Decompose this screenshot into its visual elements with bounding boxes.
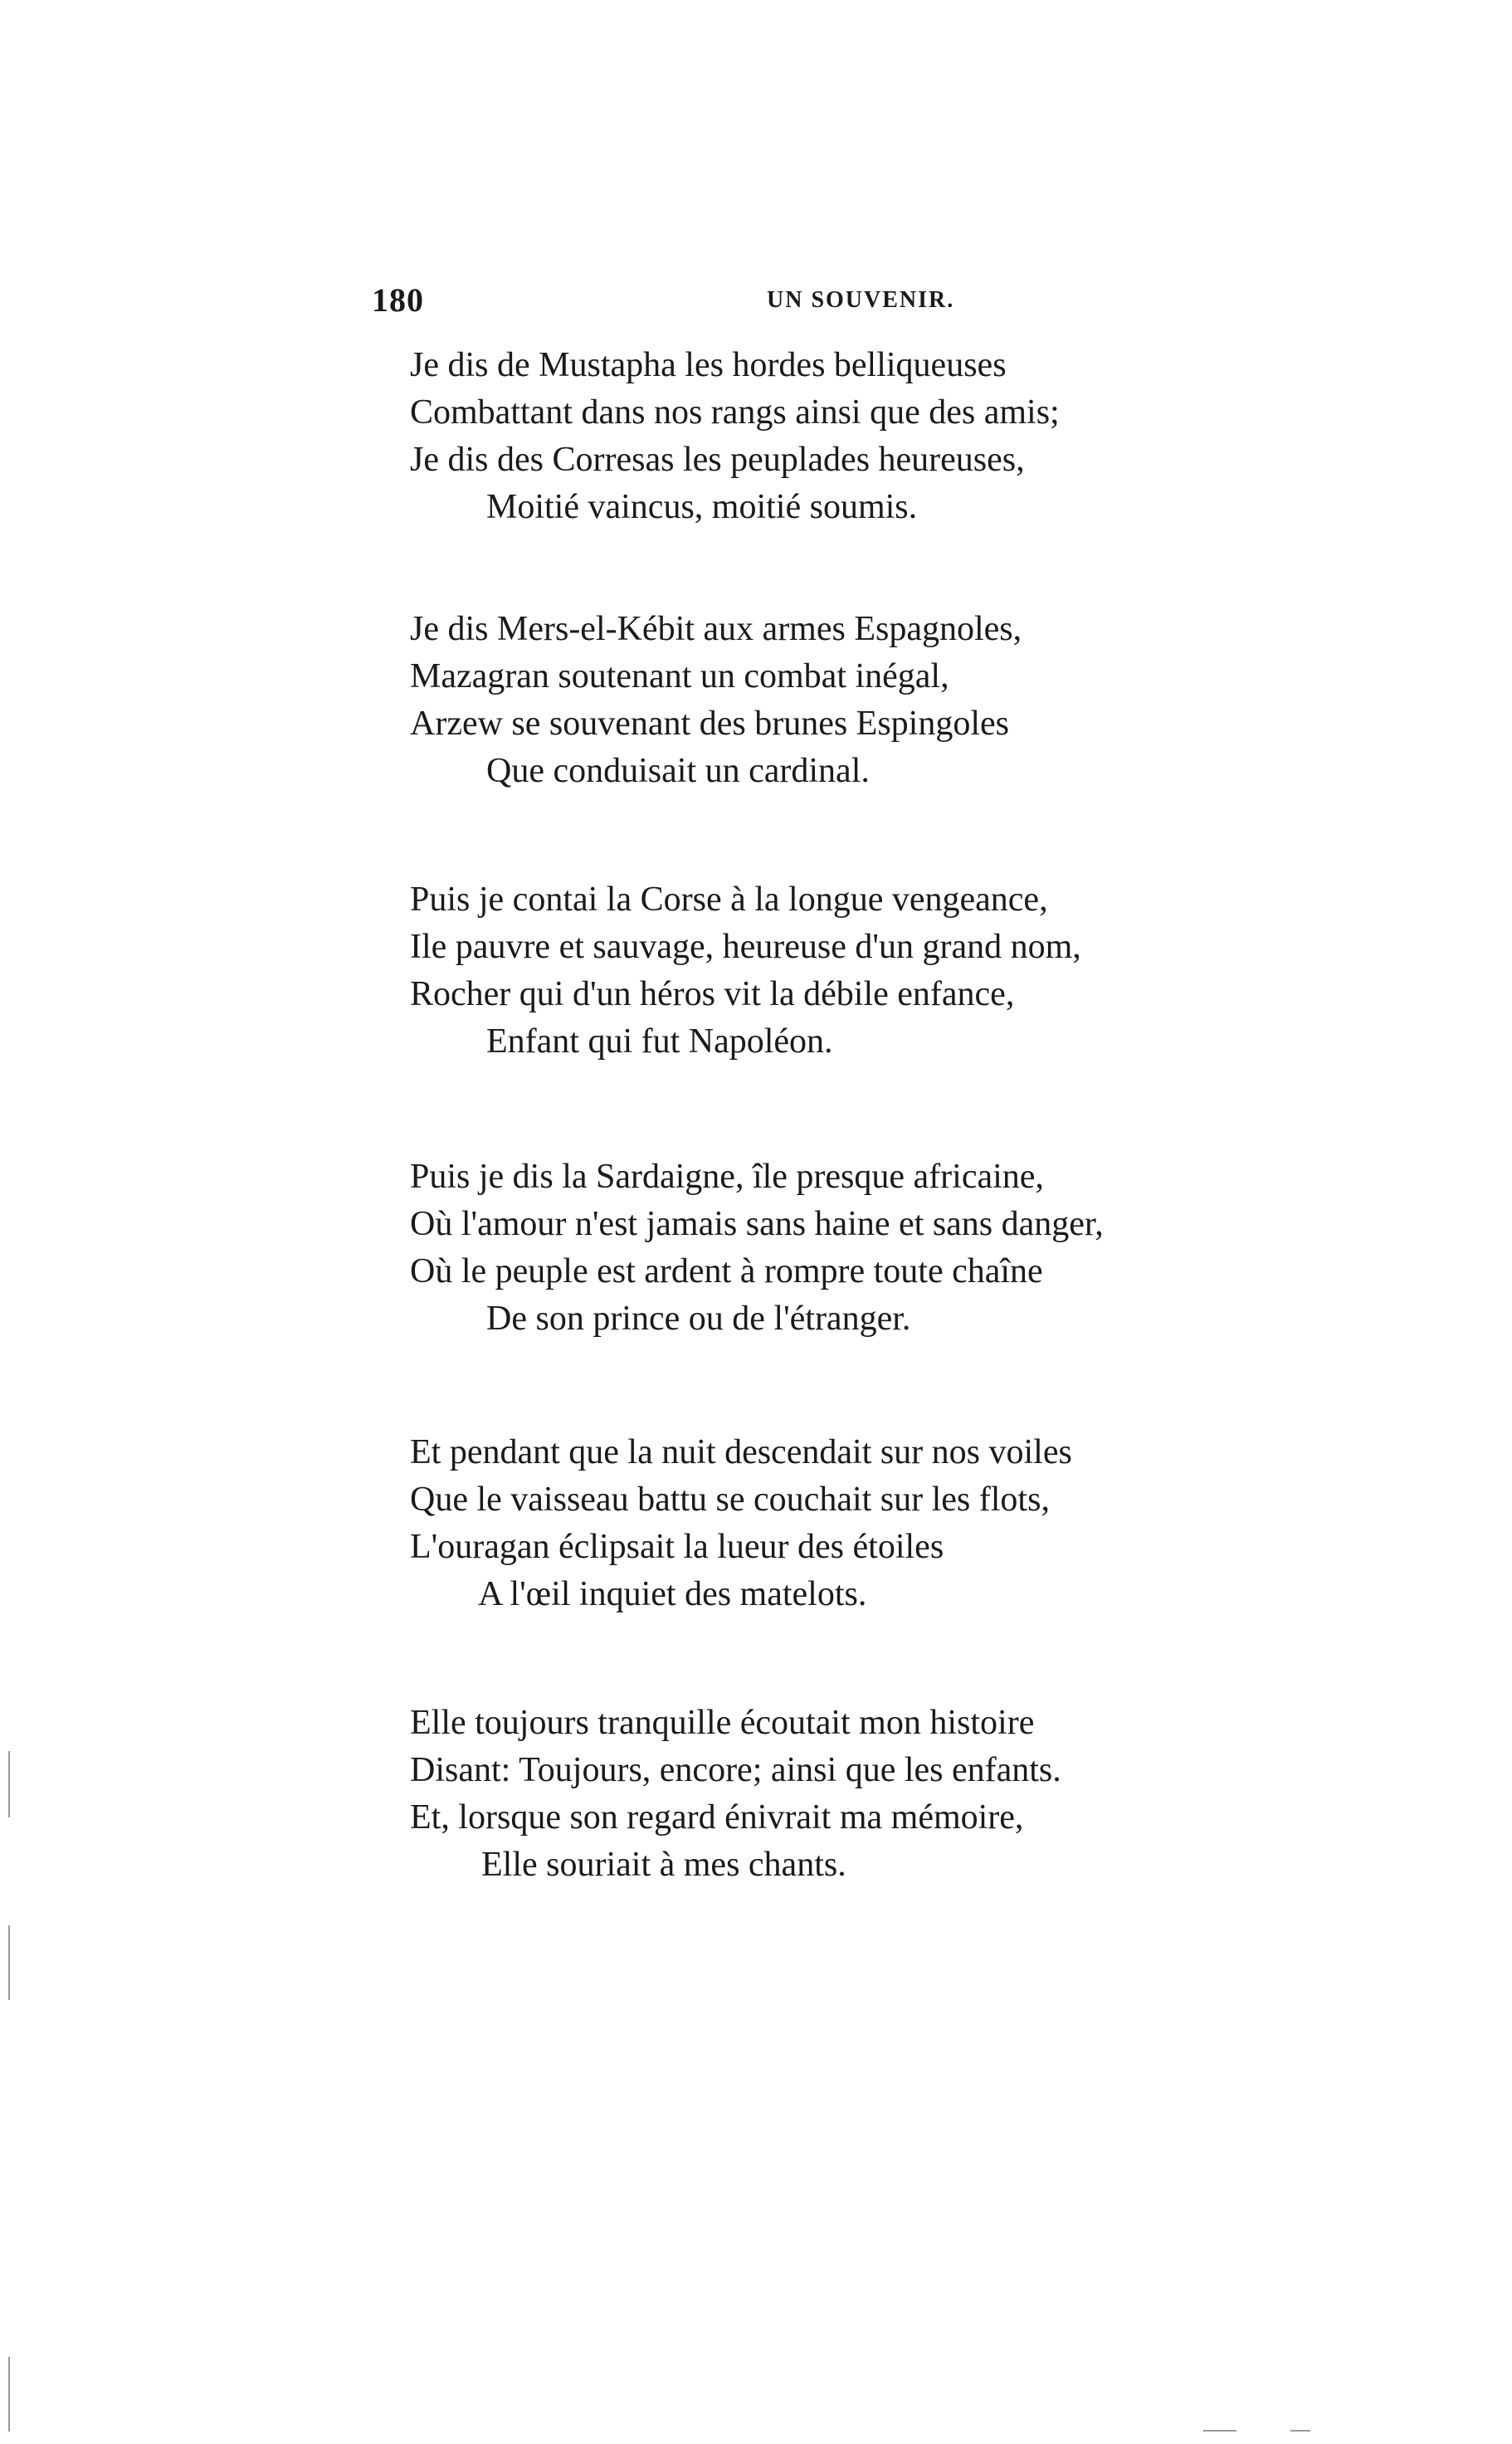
verse-line: Et, lorsque son regard énivrait ma mémoire, xyxy=(410,1798,1024,1837)
scan-mark xyxy=(8,1925,10,2000)
verse-line: Enfant qui fut Napoléon. xyxy=(486,1022,833,1061)
stanza-5 xyxy=(410,1429,1240,1618)
verse-line: Je dis des Corresas les peuplades heureuses, xyxy=(410,441,1025,479)
verse-line: Mazagran soutenant un combat inégal, xyxy=(410,657,949,695)
verse-line: A l'œil inquiet des matelots. xyxy=(478,1575,867,1613)
verse-line: Combattant dans nos rangs ainsi que des amis; xyxy=(410,393,1060,432)
page-number: 180 xyxy=(372,281,424,319)
scan-mark xyxy=(1203,2430,1236,2432)
verse-line: Ile pauvre et sauvage, heureuse d'un grand nom, xyxy=(410,928,1081,966)
verse-line: Elle souriait à mes chants. xyxy=(481,1846,846,1884)
verse-line: Puis je dis la Sardaigne, île presque africaine, xyxy=(410,1158,1044,1196)
page-header xyxy=(372,280,1102,330)
verse-line: L'ouragan éclipsait la lueur des étoiles xyxy=(410,1528,944,1566)
stanza-6 xyxy=(410,1700,1240,1889)
verse-line: Et pendant que la nuit descendait sur nos voiles xyxy=(410,1433,1072,1471)
scan-mark xyxy=(1290,2430,1310,2432)
running-head: UN SOUVENIR. xyxy=(767,287,955,313)
scan-mark xyxy=(8,1751,10,1817)
verse-line: Où le peuple est ardent à rompre toute chaîne xyxy=(410,1252,1043,1290)
verse-line: Arzew se souvenant des brunes Espingoles xyxy=(410,705,1009,743)
stanza-2 xyxy=(410,606,1240,795)
verse-line: Où l'amour n'est jamais sans haine et sans danger, xyxy=(410,1205,1104,1243)
verse-line: Que conduisait un cardinal. xyxy=(486,752,870,790)
verse-line: Elle toujours tranquille écoutait mon histoire xyxy=(410,1704,1035,1742)
verse-line: De son prince ou de l'étranger. xyxy=(486,1300,911,1338)
verse-line: Moitié vaincus, moitié soumis. xyxy=(486,488,918,526)
stanza-4 xyxy=(410,1154,1240,1343)
verse-line: Que le vaisseau battu se couchait sur les flots, xyxy=(410,1481,1050,1519)
verse-line: Je dis de Mustapha les hordes belliqueuses xyxy=(410,346,1007,384)
stanza-1 xyxy=(410,342,1240,531)
verse-line: Puis je contai la Corse à la longue vengeance, xyxy=(410,881,1048,919)
verse-line: Disant: Toujours, encore; ainsi que les enfants. xyxy=(410,1751,1061,1789)
verse-line: Rocher qui d'un héros vit la débile enfance, xyxy=(410,975,1015,1013)
scan-mark xyxy=(8,2357,10,2432)
verse-line: Je dis Mers-el-Kébit aux armes Espagnoles, xyxy=(410,610,1022,648)
stanza-3 xyxy=(410,876,1240,1066)
